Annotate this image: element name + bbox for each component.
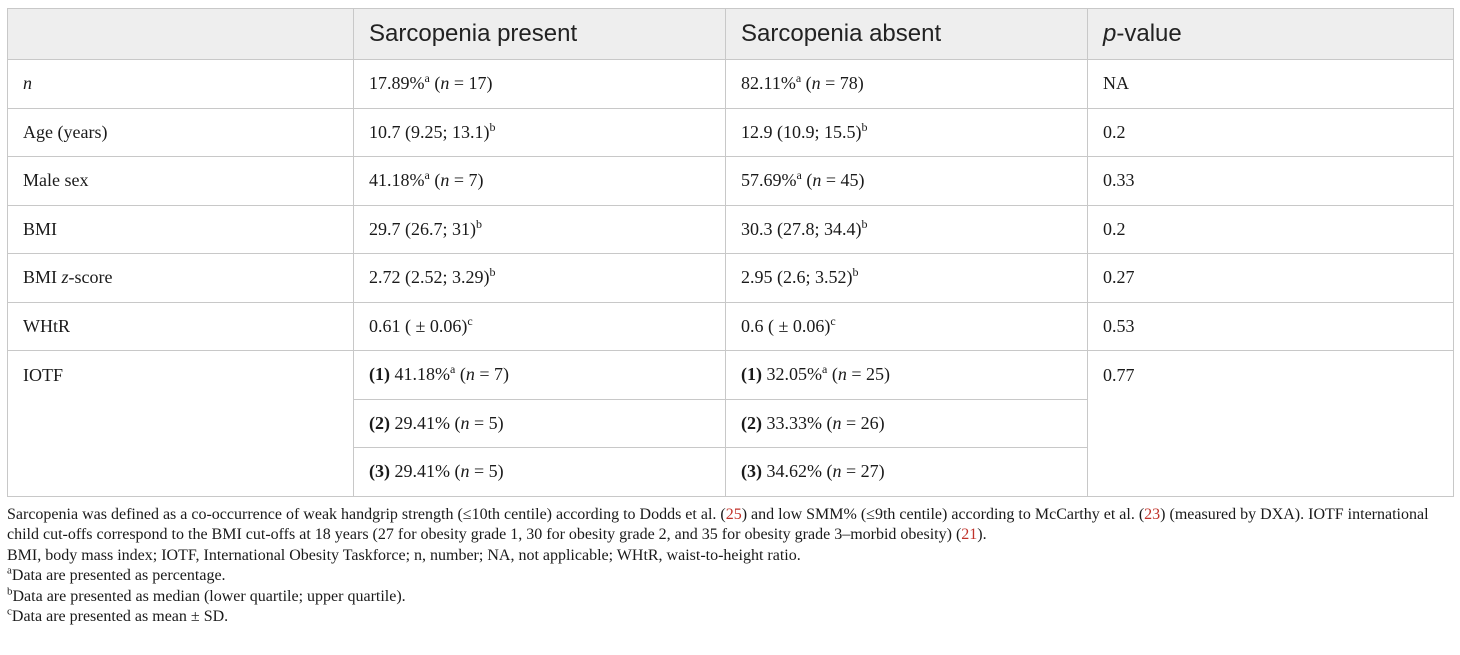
table-row [8,108,1454,157]
header-sarcopenia-absent: Sarcopenia absent [726,9,1088,60]
footnote-b: $^b$Data are presented as median (lower quartile; upper quartile). [7,585,406,605]
cell-absent-n: 82.11%$^a$ (n = 78) [726,60,1088,109]
cell-present-n: 17.89%$^a$ (n = 17) [354,60,726,109]
table-figure [7,8,1453,628]
sarcopenia-table [7,8,1454,497]
cell-p-bmi-z-score: 0.27 [1088,254,1454,303]
header-p-value: p-value [1088,9,1454,60]
cell-present-age: 10.7 (9.25; 13.1)$^b$ [354,108,726,157]
table-notes [7,505,1453,628]
row-label-age: Age (years) [8,108,354,157]
row-label-male-sex: Male sex [8,157,354,206]
cell-absent-age: 12.9 (10.9; 15.5)$^b$ [726,108,1088,157]
cell-absent-male-sex: 57.69%$^a$ (n = 45) [726,157,1088,206]
header-sarcopenia-present: Sarcopenia present [354,9,726,60]
cell-absent-whtr: 0.6 ( ± 0.06)$^c$ [726,302,1088,351]
cell-p-iotf: 0.77 [1088,351,1454,497]
reference-link-25[interactable]: 25 [725,505,742,523]
row-label-whtr: WHtR [8,302,354,351]
table-row [8,157,1454,206]
cell-p-whtr: 0.53 [1088,302,1454,351]
cell-absent-bmi-z-score: 2.95 (2.6; 3.52)$^b$ [726,254,1088,303]
cell-absent-iotf-grade-2: (2) 33.33% (n = 26) [726,399,1088,448]
table-row [8,205,1454,254]
cell-present-iotf-grade-1: (1) 41.18%$^a$ (n = 7) [354,351,726,400]
cell-present-bmi: 29.7 (26.7; 31)$^b$ [354,205,726,254]
cell-present-iotf-grade-3: (3) 29.41% (n = 5) [354,448,726,497]
cell-present-whtr: 0.61 ( ± 0.06)$^c$ [354,302,726,351]
row-label-iotf: IOTF [8,351,354,497]
definition-note: Sarcopenia was defined as a co-occurrence of weak handgrip strength (≤10th centile) according to Dodds et al. (25) and low SMM% (≤9th centile) according to McCarthy et al. (23) (measured by DXA). IOTF international child cut-offs correspond to the BMI cut-offs at 18 years (27 for obesity grade 1, 30 for obesity grade 2, and 35 for obesity grade 3–morbid obesity) (21). [7,505,1429,543]
row-label-bmi-z-score: BMI z-score [8,254,354,303]
cell-p-age: 0.2 [1088,108,1454,157]
cell-present-male-sex: 41.18%$^a$ (n = 7) [354,157,726,206]
abbreviations-note: BMI, body mass index; IOTF, International Obesity Taskforce; n, number; NA, not applicable; WHtR, waist-to-height ratio. [7,546,801,564]
cell-absent-iotf-grade-1: (1) 32.05%$^a$ (n = 25) [726,351,1088,400]
table-row [8,351,1454,400]
header-row-label [8,9,354,60]
header-row [8,9,1454,60]
cell-absent-iotf-grade-3: (3) 34.62% (n = 27) [726,448,1088,497]
footnote-c: $^c$Data are presented as mean ± SD. [7,605,229,625]
cell-present-iotf-grade-2: (2) 29.41% (n = 5) [354,399,726,448]
row-label-bmi: BMI [8,205,354,254]
reference-link-21[interactable]: 21 [961,526,978,543]
reference-link-23[interactable]: 23 [1144,505,1161,523]
table-row [8,302,1454,351]
table-row [8,254,1454,303]
table-row [8,60,1454,109]
cell-p-n: NA [1088,60,1454,109]
cell-p-bmi: 0.2 [1088,205,1454,254]
cell-p-male-sex: 0.33 [1088,157,1454,206]
cell-absent-bmi: 30.3 (27.8; 34.4)$^b$ [726,205,1088,254]
footnote-a: $^a$Data are presented as percentage. [7,564,226,584]
cell-present-bmi-z-score: 2.72 (2.52; 3.29)$^b$ [354,254,726,303]
row-label-n: n [8,60,354,109]
